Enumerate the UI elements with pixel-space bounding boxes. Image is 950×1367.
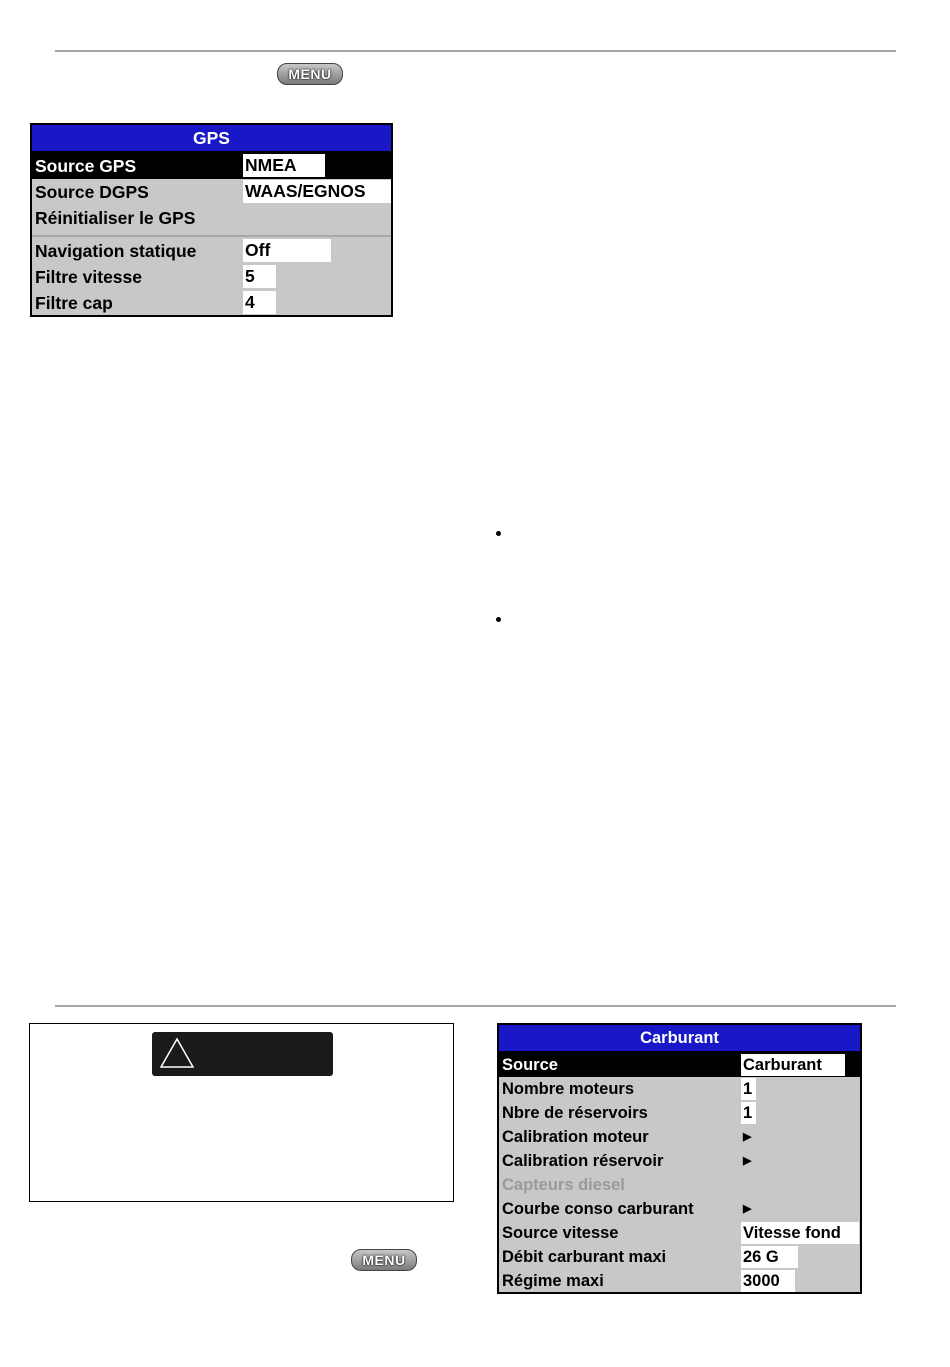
fuel-menu-row-engine-calibration[interactable] <box>499 1125 860 1149</box>
gps-menu-row-speed-filter[interactable] <box>32 264 391 290</box>
row-value: Vitesse fond <box>741 1222 859 1244</box>
row-label: Filtre vitesse <box>35 267 142 287</box>
row-value: 26 G <box>741 1246 798 1268</box>
gps-menu-title: GPS <box>32 125 391 153</box>
row-value: 1 <box>741 1078 756 1100</box>
fuel-menu-title: Carburant <box>499 1025 860 1053</box>
bullet-point <box>496 617 501 622</box>
row-label: Source DGPS <box>35 182 149 202</box>
row-label: Source <box>502 1056 558 1074</box>
warning-banner <box>152 1032 333 1076</box>
row-label: Débit carburant maxi <box>502 1248 667 1266</box>
fuel-menu-row-max-flow[interactable] <box>499 1245 860 1269</box>
fuel-menu-row-speed-source[interactable] <box>499 1221 860 1245</box>
row-label: Calibration moteur <box>502 1128 649 1146</box>
row-label: Capteurs diesel <box>502 1176 625 1194</box>
row-value: 3000 <box>741 1270 795 1292</box>
row-label: Navigation statique <box>35 241 197 261</box>
fuel-menu-row-fuel-curve[interactable] <box>499 1197 860 1221</box>
fuel-menu-row-engines[interactable] <box>499 1077 860 1101</box>
fuel-menu-row-tanks[interactable] <box>499 1101 860 1125</box>
row-label: Régime maxi <box>502 1272 604 1290</box>
row-value: 4 <box>243 291 276 314</box>
fuel-menu-row-tank-calibration[interactable] <box>499 1149 860 1173</box>
right-triangle-icon: ▶ <box>743 1203 752 1215</box>
gps-menu-row-heading-filter[interactable] <box>32 290 391 316</box>
fuel-menu-row-diesel-sensors <box>499 1173 860 1197</box>
gps-menu-row-source-gps[interactable] <box>32 153 391 179</box>
bullet-point <box>496 531 501 536</box>
right-triangle-icon: ▶ <box>743 1155 752 1167</box>
gps-menu-panel <box>30 123 393 317</box>
warning-triangle-icon <box>159 1037 195 1069</box>
menu-button-icon: MENU <box>277 63 343 85</box>
row-value: NMEA <box>243 154 325 177</box>
row-label: Courbe conso carburant <box>502 1200 694 1218</box>
gps-menu-row-reset-gps[interactable] <box>32 205 391 231</box>
fuel-menu-panel <box>497 1023 862 1294</box>
gps-menu-row-source-dgps[interactable] <box>32 179 391 205</box>
row-value: 5 <box>243 265 276 288</box>
row-value: Off <box>243 239 331 262</box>
right-triangle-icon: ▶ <box>743 1131 752 1143</box>
section-rule <box>55 1005 896 1007</box>
fuel-menu-row-source[interactable] <box>499 1053 860 1077</box>
row-label: Nombre moteurs <box>502 1080 635 1098</box>
gps-menu-row-static-nav[interactable] <box>32 238 391 264</box>
row-label: Calibration réservoir <box>502 1152 664 1170</box>
row-label: Nbre de réservoirs <box>502 1104 648 1122</box>
menu-button-icon: MENU <box>351 1249 417 1271</box>
row-label: Source GPS <box>35 156 137 176</box>
top-rule <box>55 50 896 52</box>
row-value: Carburant <box>741 1054 845 1076</box>
row-label: Source vitesse <box>502 1224 619 1242</box>
row-value: WAAS/EGNOS <box>243 180 391 203</box>
row-value: 1 <box>741 1102 756 1124</box>
fuel-menu-row-max-rpm[interactable] <box>499 1269 860 1293</box>
row-label: Filtre cap <box>35 293 113 313</box>
row-label: Réinitialiser le GPS <box>35 208 196 228</box>
